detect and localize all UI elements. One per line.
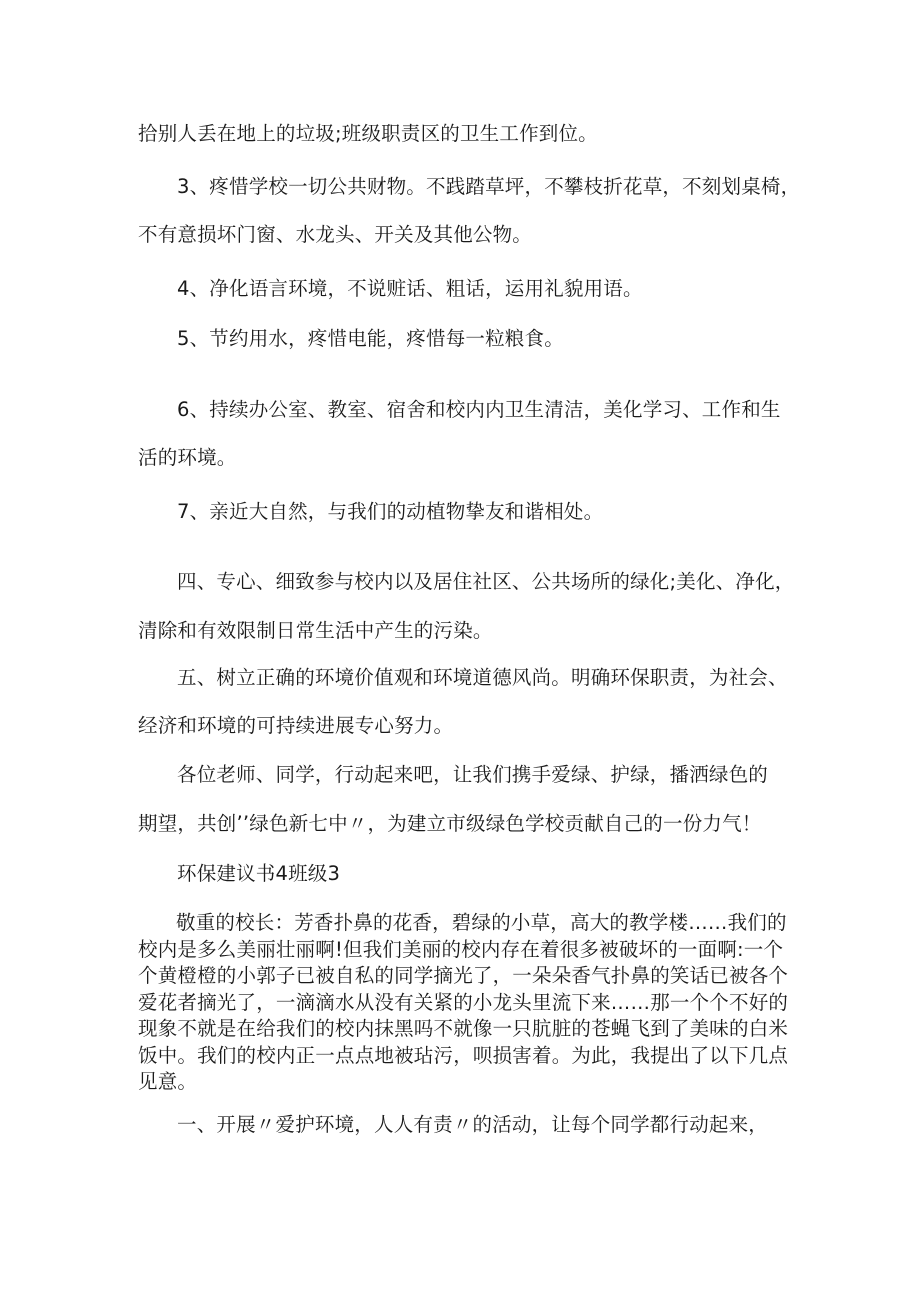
text-line-7: 活的环境。 bbox=[138, 446, 237, 469]
text-line-last: 一、开展〃爱护环境，人人有责〃的活动，让每个同学都行动起来， bbox=[177, 1113, 769, 1136]
text-line-10: 清除和有效限制日常生活中产生的污染。 bbox=[138, 619, 493, 642]
text-line-8: 7、亲近大自然，与我们的动植物挚友和谐相处。 bbox=[177, 500, 604, 523]
letter-paragraph: 敬重的校长：芳香扑鼻的花香，碧绿的小草，高大的教学楼……我们的校内是多么美丽壮丽啊!但我们美丽的校内存在着很多被破坏的一面啊:一个个黄橙橙的小郭子已被自私的同学摘光了，一朵朵香气扑鼻的笑话已被各个爱花者摘光了，一滴滴水从没有关紧的小龙头里流下来……那一个个不好的现象不就是在给我们的校内抹黑吗不就像一只肮脏的苍蝇飞到了美味的白米饭中。我们的校内正一点点地被玷污，呗损害着。为此，我提出了以下几点见意。 bbox=[138, 911, 789, 1093]
text-line-9: 四、专心、细致参与校内以及居住社区、公共场所的绿化;美化、净化， bbox=[177, 570, 795, 593]
text-line-14: 期望，共创’’绿色新七中〃，为建立市级绿色学校贡献自己的一份力气！ bbox=[138, 812, 762, 835]
text-line-1: 拾别人丢在地上的垃圾;班级职责区的卫生工作到位。 bbox=[138, 122, 598, 145]
text-line-13: 各位老师、同学，行动起来吧，让我们携手爱绿、护绿，播洒绿色的 bbox=[177, 763, 769, 786]
text-line-11: 五、树立正确的环境价值观和环境道德风尚。明确环保职责，为社会、 bbox=[177, 666, 788, 689]
text-line-4: 4、净化语言环境，不说赃话、粗话，运用礼貌用语。 bbox=[177, 277, 643, 300]
text-line-3: 不有意损坏门窗、水龙头、开关及其他公物。 bbox=[138, 223, 533, 246]
text-line-5: 5、节约用水，疼惜电能，疼惜每一粒粮食。 bbox=[177, 327, 564, 350]
text-line-6: 6、持续办公室、教室、宿舍和校内内卫生清洁，美化学习、工作和生 bbox=[177, 398, 781, 421]
section-title: 环保建议书4班级3 bbox=[177, 862, 341, 885]
text-line-12: 经济和环境的可持续进展专心努力。 bbox=[138, 714, 454, 737]
text-line-2: 3、疼惜学校一切公共财物。不践踏草坪，不攀枝折花草，不刻划桌椅， bbox=[177, 175, 801, 198]
